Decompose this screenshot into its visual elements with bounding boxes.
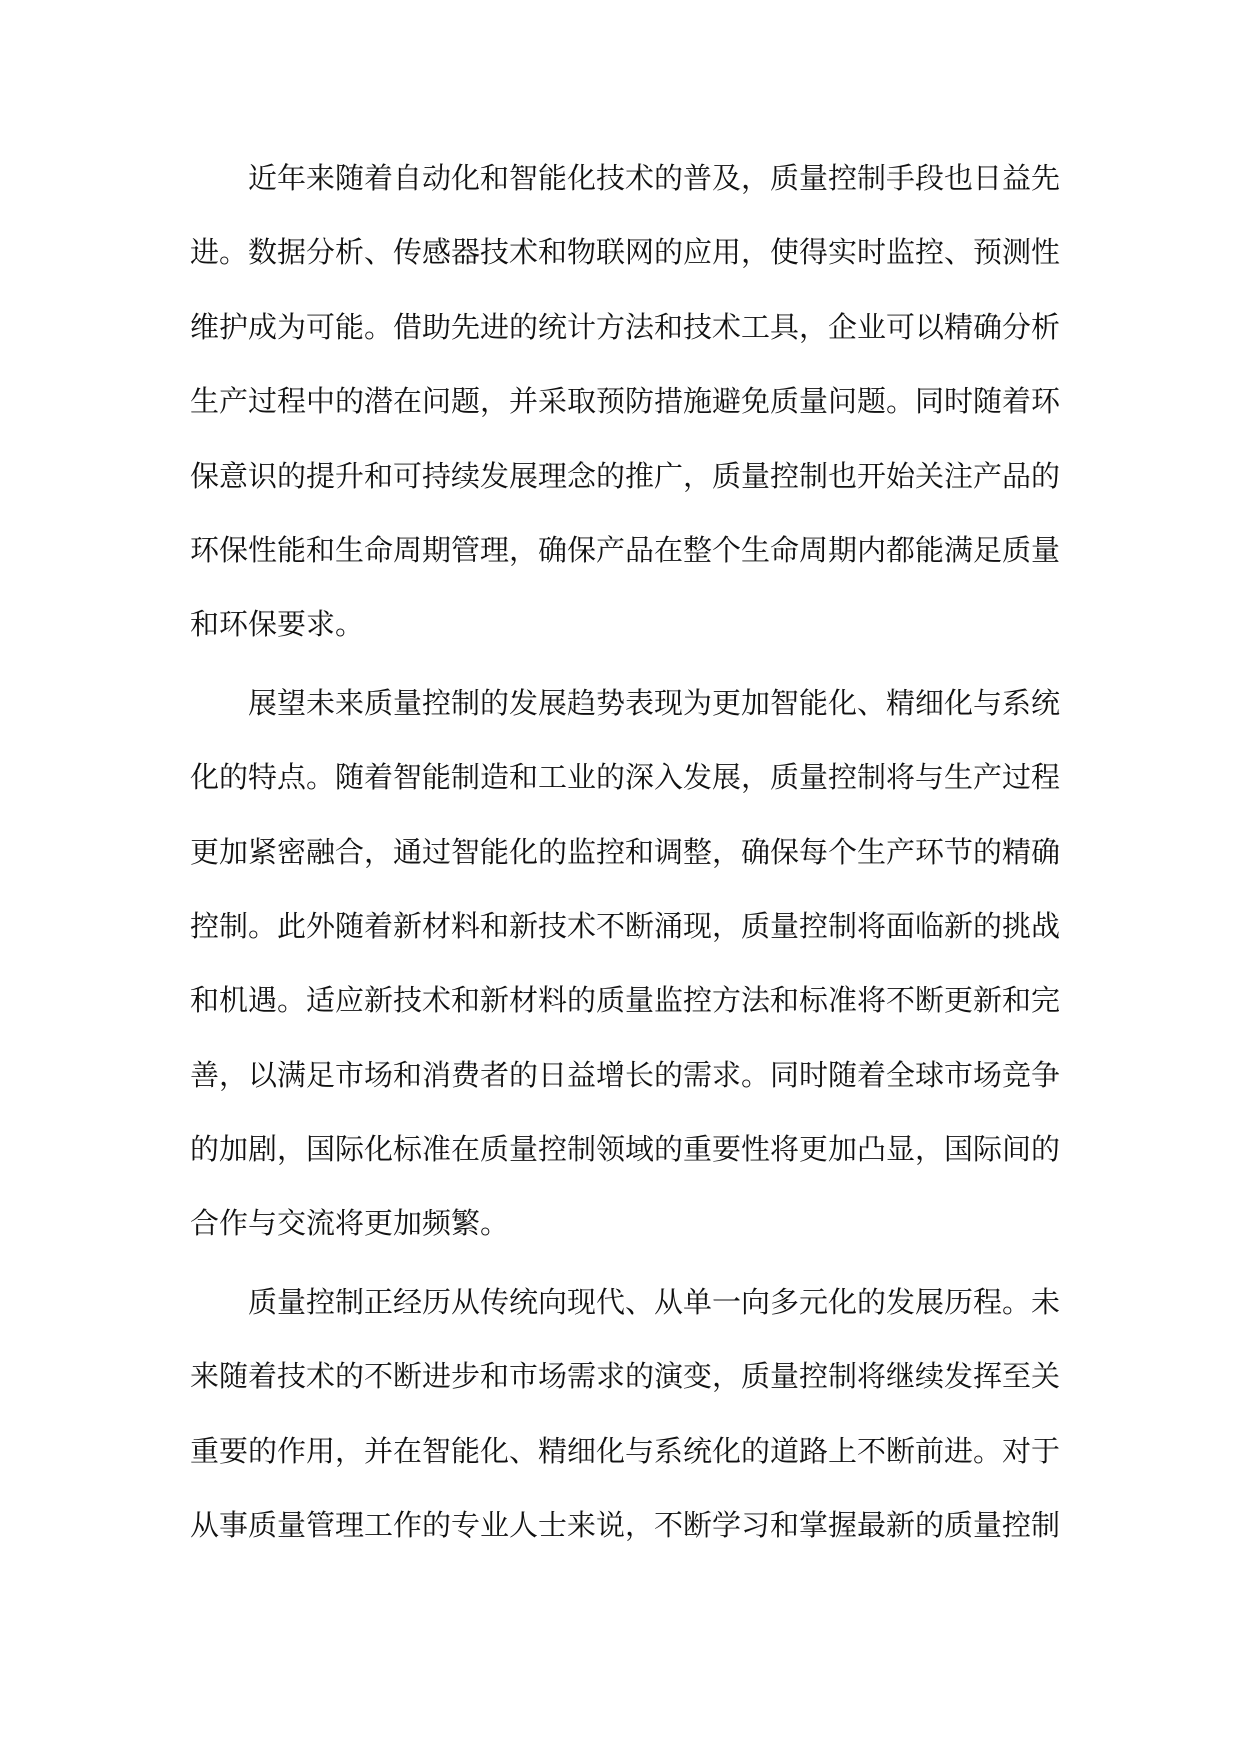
text-line: 进。数据分析、传感器技术和物联网的应用，使得实时监控、预测性 (190, 235, 1061, 270)
text-line: 近年来随着自动化和智能化技术的普及，质量控制手段也日益先 (248, 161, 1061, 195)
text-line: 和环保要求。 (190, 607, 365, 642)
text-line: 质量控制正经历从传统向现代、从单一向多元化的发展历程。未 (248, 1284, 1061, 1319)
text-line: 控制。此外随着新材料和新技术不断涌现，质量控制将面临新的挑战 (190, 908, 1061, 943)
paragraph-future-trends (190, 673, 1061, 1268)
text-line: 环保性能和生命周期管理，确保产品在整个生命周期内都能满足质量 (190, 532, 1061, 567)
text-line: 善，以满足市场和消费者的日益增长的需求。同时随着全球市场竞争 (190, 1057, 1061, 1092)
paragraph-conclusion (190, 1272, 1061, 1570)
text-line: 来随着技术的不断进步和市场需求的演变，质量控制将继续发挥至关 (190, 1359, 1061, 1394)
text-line: 更加紧密融合，通过智能化的监控和调整，确保每个生产环节的精确 (190, 834, 1061, 869)
text-line: 生产过程中的潜在问题，并采取预防措施避免质量问题。同时随着环 (190, 384, 1061, 419)
text-line: 维护成为可能。借助先进的统计方法和技术工具，企业可以精确分析 (190, 309, 1061, 344)
text-line: 展望未来质量控制的发展趋势表现为更加智能化、精细化与系统 (248, 685, 1061, 720)
text-line: 从事质量管理工作的专业人士来说，不断学习和掌握最新的质量控制 (190, 1508, 1061, 1543)
text-line: 保意识的提升和可持续发展理念的推广，质量控制也开始关注产品的 (190, 458, 1061, 493)
text-line: 化的特点。随着智能制造和工业的深入发展，质量控制将与生产过程 (190, 760, 1061, 795)
text-line: 合作与交流将更加频繁。 (190, 1206, 510, 1241)
text-line: 的加剧，国际化标准在质量控制领域的重要性将更加凸显，国际间的 (190, 1132, 1061, 1167)
document-body (190, 148, 1061, 1573)
text-line: 和机遇。适应新技术和新材料的质量监控方法和标准将不断更新和完 (190, 983, 1061, 1018)
text-line: 重要的作用，并在智能化、精细化与系统化的道路上不断前进。对于 (190, 1433, 1061, 1468)
paragraph-automation (190, 148, 1061, 669)
